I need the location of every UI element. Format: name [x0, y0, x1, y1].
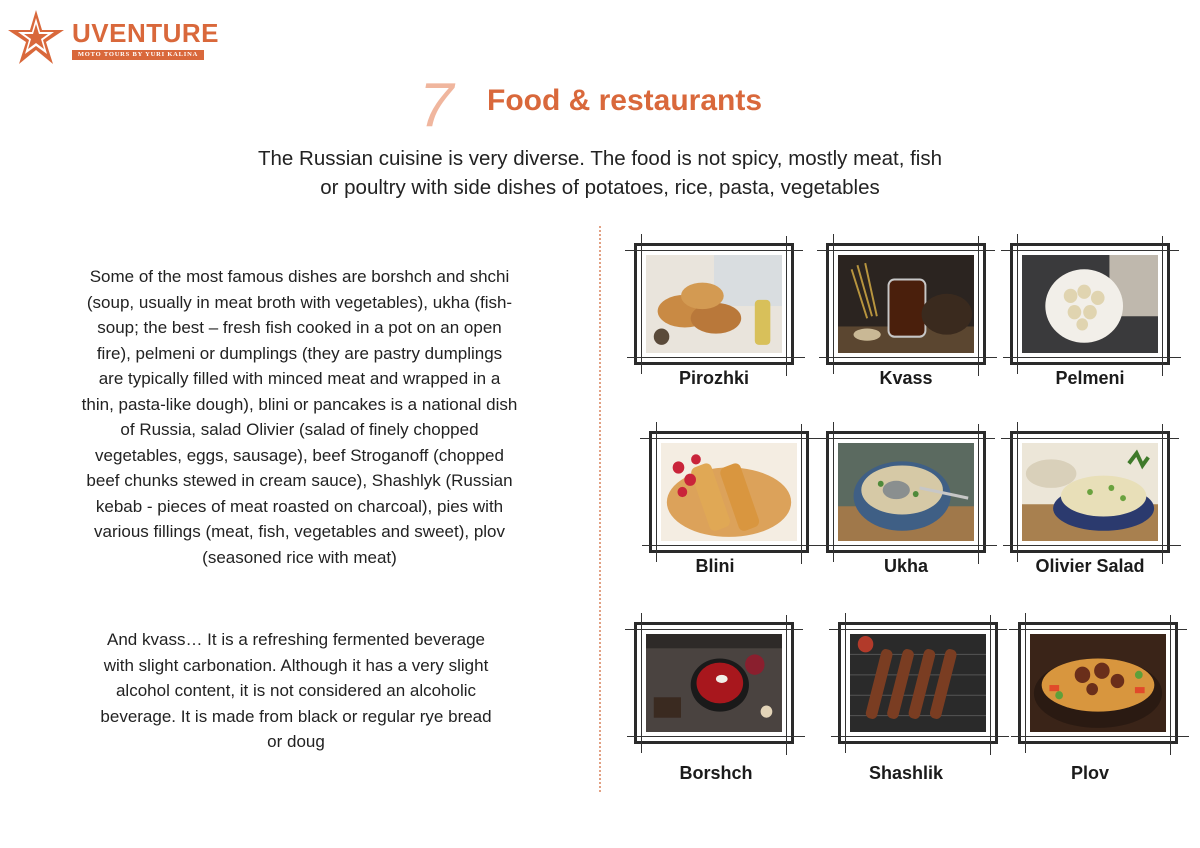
- pelmeni-photo: [1022, 255, 1158, 353]
- shashlik-photo: [850, 634, 986, 732]
- paragraph-line: fire), pelmeni or dumplings (they are pastry dumplings: [96, 343, 503, 363]
- kvass-paragraph: [46, 627, 546, 755]
- food-card-borshch: [626, 612, 802, 754]
- food-card-kvass: [818, 233, 994, 375]
- section-number: 7: [419, 71, 454, 140]
- food-label: Kvass: [879, 368, 933, 388]
- food-label: Shashlik: [868, 763, 944, 783]
- kvass-photo: [838, 255, 974, 353]
- intro-line: or poultry with side dishes of potatoes, rice, pasta, vegetables: [320, 176, 880, 199]
- ukha-photo: [838, 443, 974, 541]
- paragraph-line: thin, pasta-like dough), blini or pancakes is a national dish: [81, 394, 518, 414]
- paragraph-line: beef chunks stewed in cream sauce), Shashlyk (Russian: [86, 471, 513, 490]
- page-title: Food & restaurants: [487, 84, 763, 117]
- food-label: Plov: [1070, 763, 1109, 783]
- food-card-ukha: [818, 421, 994, 563]
- brand-name: UVENTURE: [72, 18, 220, 48]
- intro-text: [150, 144, 1050, 202]
- food-card-olivier-salad: [1002, 421, 1178, 563]
- blini-photo: [661, 443, 797, 541]
- food-label: Ukha: [883, 556, 928, 576]
- dishes-paragraph: [32, 264, 567, 570]
- dotted-divider: [599, 226, 601, 792]
- paragraph-line: with slight carbonation. Although it has a very slight: [103, 655, 489, 675]
- borshch-photo: [646, 634, 782, 732]
- star-logo-icon: [6, 8, 66, 68]
- paragraph-line: (seasoned rice with meat): [202, 547, 397, 567]
- pirozhki-photo: [646, 255, 782, 353]
- food-card-plov: [1010, 612, 1186, 754]
- paragraph-line: of Russia, salad Olivier (salad of finely chopped: [120, 420, 479, 439]
- brand-tagline: MOTO TOURS BY YURI KALINA: [72, 50, 204, 60]
- food-card-blini: [641, 421, 817, 563]
- brand-logo: [6, 8, 220, 68]
- olivier-salad-photo: [1022, 443, 1158, 541]
- paragraph-line: or doug: [267, 732, 325, 751]
- paragraph-line: soup; the best – fresh fish cooked in a pot on an open: [97, 318, 502, 337]
- paragraph-line: kebab - pieces of meat roasted on charcoal), pies with: [95, 496, 504, 516]
- food-label: Pirozhki: [678, 368, 749, 388]
- intro-line: The Russian cuisine is very diverse. The food is not spicy, mostly meat, fish: [258, 147, 942, 170]
- paragraph-line: And kvass… It is a refreshing fermented beverage: [107, 630, 485, 649]
- paragraph-line: are typically filled with minced meat and wrapped in a: [98, 369, 501, 388]
- food-card-pelmeni: [1002, 233, 1178, 375]
- food-card-shashlik: [830, 612, 1006, 754]
- paragraph-line: vegetables, eggs, sausage), beef Stroganoff (chopped: [95, 445, 504, 465]
- food-label: Olivier Salad: [1035, 556, 1145, 576]
- paragraph-line: beverage. It is made from black or regular rye bread: [100, 706, 492, 726]
- food-label: Borshch: [679, 763, 753, 783]
- food-card-pirozhki: [626, 233, 802, 375]
- food-label: Blini: [695, 556, 735, 576]
- paragraph-line: (soup, usually in meat broth with vegetables), ukha (fish-: [86, 292, 513, 312]
- food-label: Pelmeni: [1055, 368, 1125, 388]
- paragraph-line: alcohol content, it is not considered an alcoholic: [115, 681, 477, 700]
- paragraph-line: various fillings (meat, fish, vegetables and sweet), plov: [93, 522, 506, 541]
- plov-photo: [1030, 634, 1166, 732]
- paragraph-line: Some of the most famous dishes are borshch and shchi: [89, 267, 510, 286]
